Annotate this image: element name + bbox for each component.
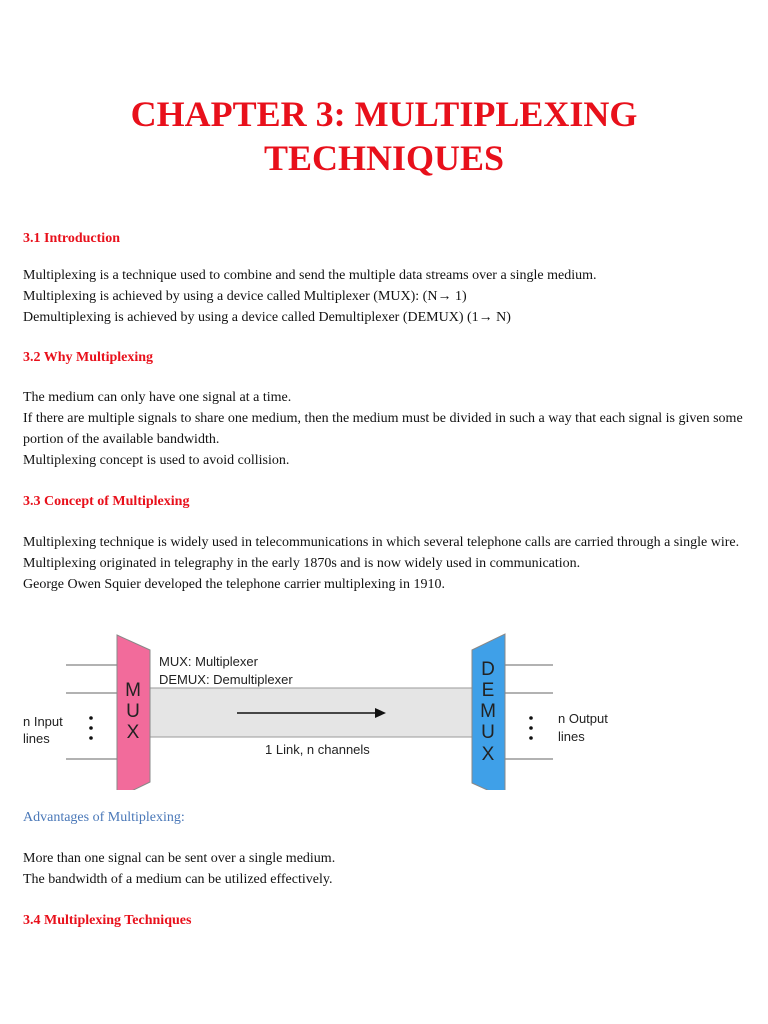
mux-legend: MUX: Multiplexer xyxy=(159,654,258,669)
demux-letter: M xyxy=(480,701,496,722)
demux-letter: D xyxy=(481,659,495,680)
demux-legend: DEMUX: Demultiplexer xyxy=(159,672,293,687)
paragraph-line: Multiplexing technique is widely used in telecommunications in which several telephone calls are carried through a single wire. xyxy=(23,535,740,550)
section-heading-techniques: 3.4 Multiplexing Techniques xyxy=(23,913,192,928)
chapter-title xyxy=(0,92,768,180)
advantages-body xyxy=(23,848,748,890)
output-label-line-2: lines xyxy=(558,729,585,744)
ellipsis-icon xyxy=(529,716,533,740)
multiplexing-diagram xyxy=(0,630,768,790)
input-label-line-2: lines xyxy=(23,731,50,746)
section-heading-concept: 3.3 Concept of Multiplexing xyxy=(23,494,190,509)
link-label: 1 Link, n channels xyxy=(265,742,370,757)
mux-letter: U xyxy=(126,701,140,722)
paragraph-line: Multiplexing originated in telegraphy in the early 1870s and is now widely used in communication. xyxy=(23,556,581,571)
mux-letter: M xyxy=(125,680,141,701)
paragraph-line: George Owen Squier developed the telephone carrier multiplexing in 1910. xyxy=(23,577,445,592)
paragraph-line: Demultiplexing is achieved by using a device called Demultiplexer (DEMUX) (1→ N) xyxy=(23,310,511,325)
section-heading-introduction: 3.1 Introduction xyxy=(23,231,120,246)
chapter-title-line-2: TECHNIQUES xyxy=(263,138,505,178)
section-body-why-multiplexing xyxy=(23,387,748,471)
paragraph-line: The medium can only have one signal at a time. xyxy=(23,390,292,405)
input-label-line-1: n Input xyxy=(23,714,63,729)
section-body-introduction xyxy=(23,265,748,328)
mux-letter: X xyxy=(126,722,140,743)
output-lines xyxy=(504,665,553,759)
paragraph-line: The bandwidth of a medium can be utilized effectively. xyxy=(23,872,333,887)
paragraph-line: Multiplexing is achieved by using a device called Multiplexer (MUX): (N→ 1) xyxy=(23,289,467,304)
demux-letter: U xyxy=(481,722,495,743)
input-lines xyxy=(66,665,118,759)
chapter-title-line-1: CHAPTER 3: MULTIPLEXING xyxy=(130,94,638,134)
output-label-line-1: n Output xyxy=(558,711,608,726)
paragraph-line: Multiplexing concept is used to avoid collision. xyxy=(23,453,290,468)
demux-letter: E xyxy=(481,680,495,701)
advantages-heading: Advantages of Multiplexing: xyxy=(23,810,185,825)
demux-letter: X xyxy=(481,744,495,765)
ellipsis-icon xyxy=(89,716,93,740)
section-heading-why-multiplexing: 3.2 Why Multiplexing xyxy=(23,350,154,365)
section-body-concept xyxy=(23,532,748,595)
paragraph-line: More than one signal can be sent over a single medium. xyxy=(23,851,336,866)
paragraph-line: If there are multiple signals to share one medium, then the medium must be divided in such a way that each signal is given some portion of the available bandwidth. xyxy=(23,411,743,447)
paragraph-line: Multiplexing is a technique used to combine and send the multiple data streams over a single medium. xyxy=(23,268,597,283)
